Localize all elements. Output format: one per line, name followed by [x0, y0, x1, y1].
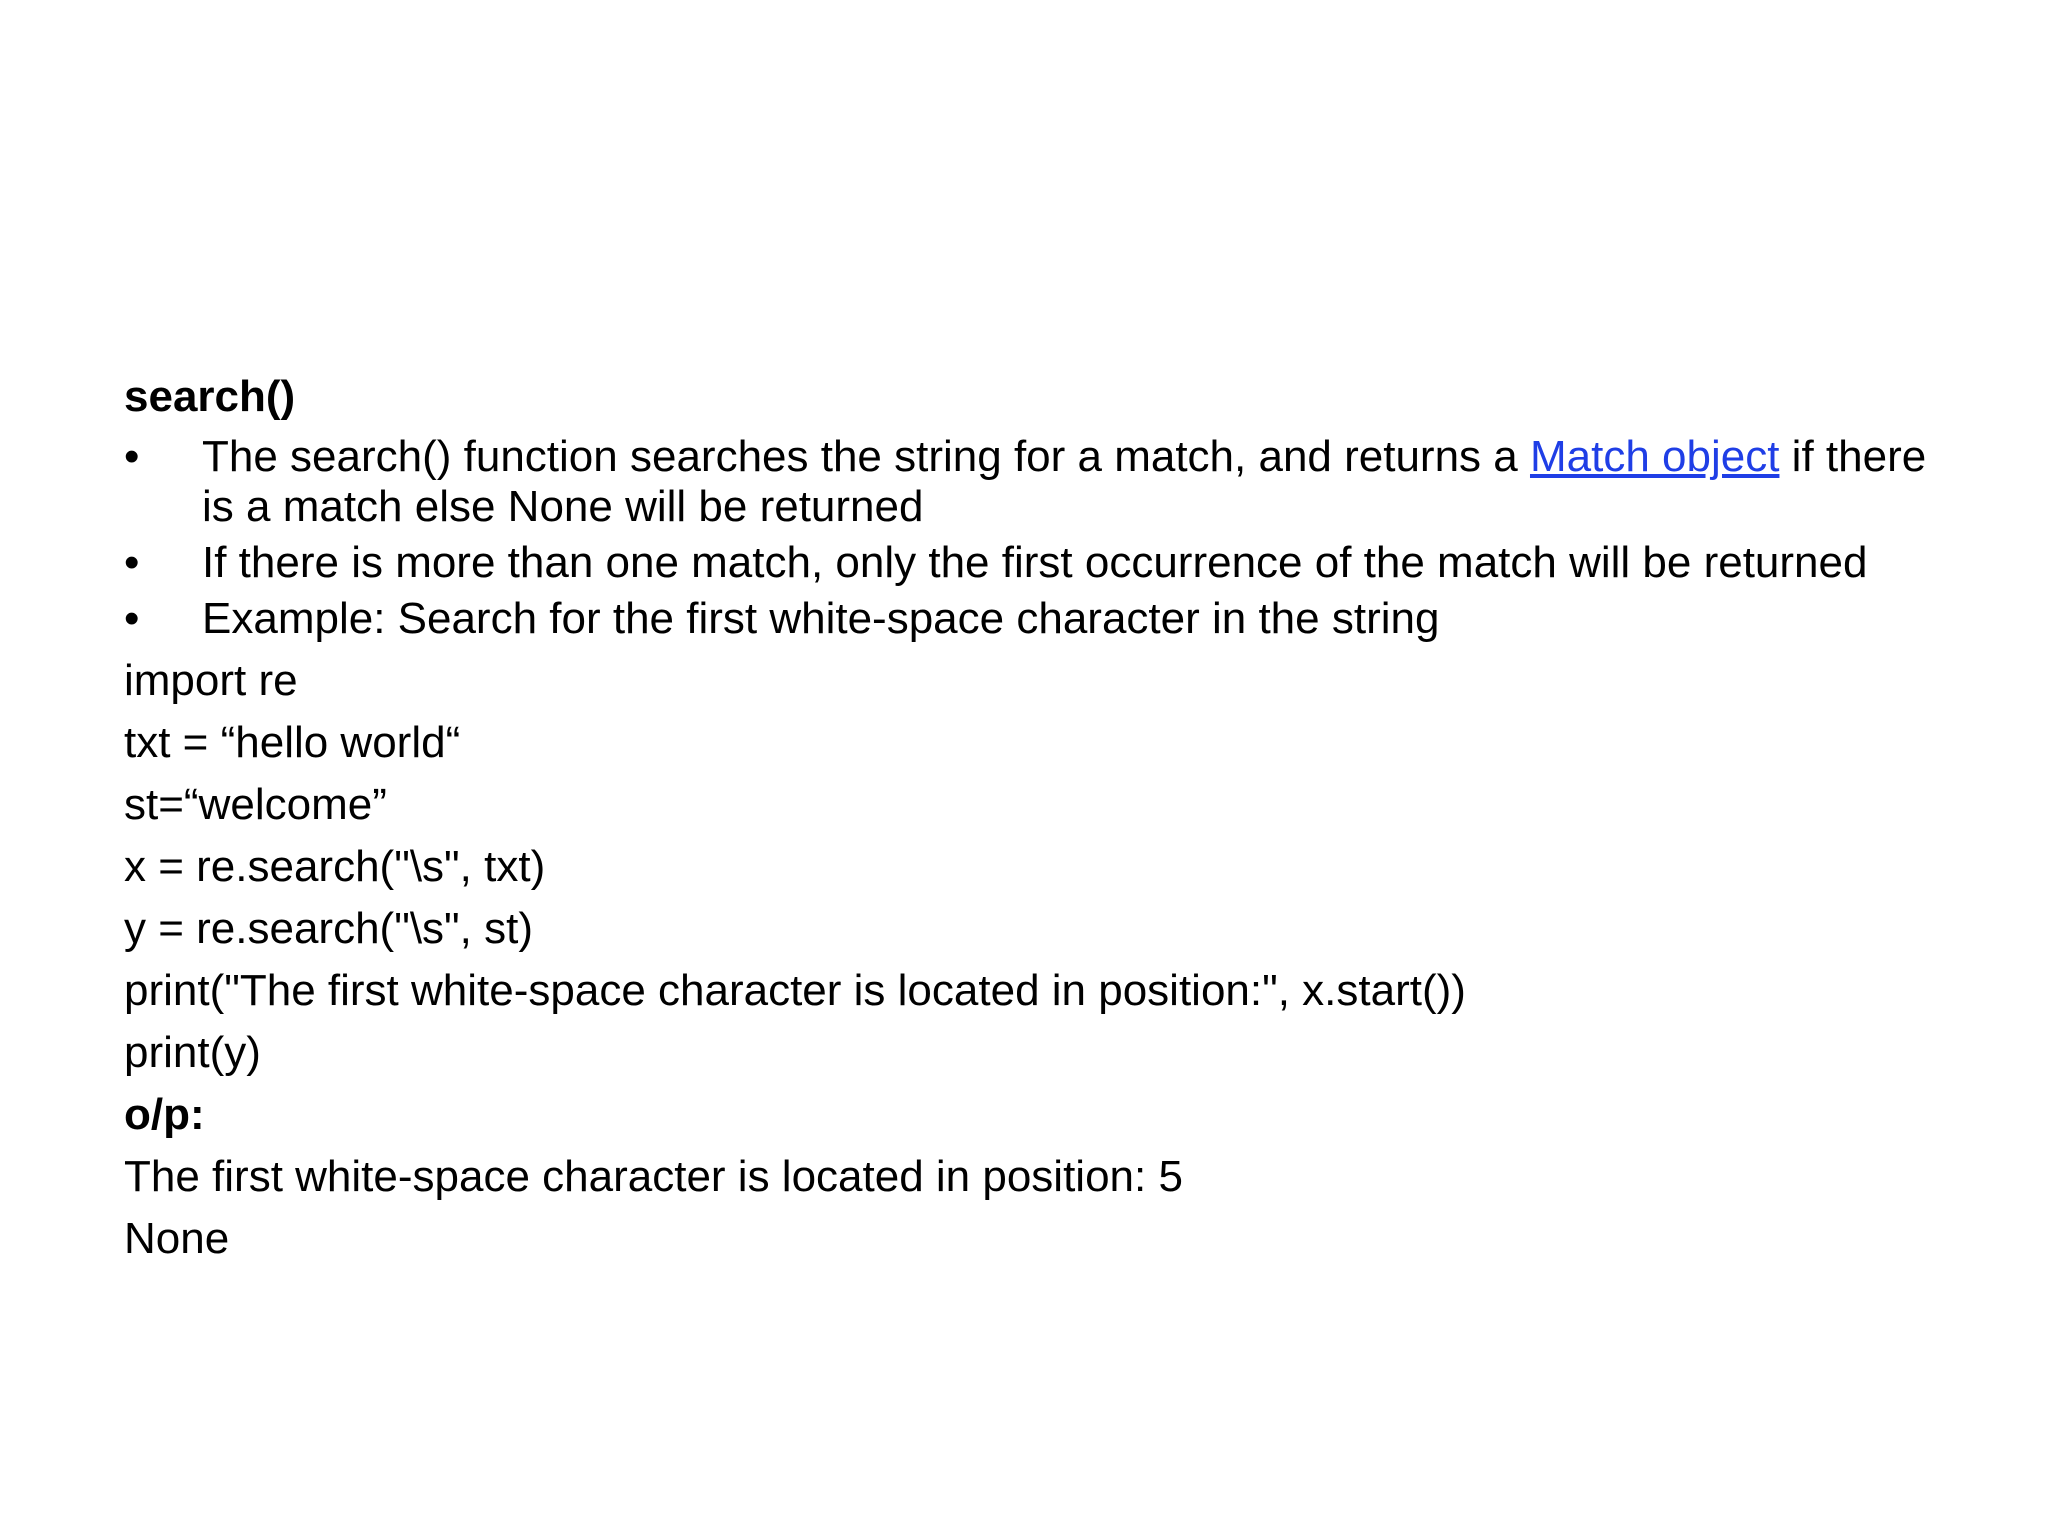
output-line: None [124, 1214, 230, 1263]
bullet-item [124, 432, 1964, 532]
bullet-list [124, 432, 1964, 644]
bullet-icon: • [124, 432, 140, 481]
code-line: print(y) [124, 1028, 261, 1077]
code-line: y = re.search("\s", st) [124, 904, 533, 953]
bullet-item [124, 594, 1964, 644]
bullet-icon: • [124, 594, 140, 643]
bullet-text: if there is a match else None will be returned [202, 432, 1927, 531]
bullet-text: Example: Search for the first white-space character in the string [202, 594, 1440, 643]
slide-content [124, 366, 1964, 1270]
slide-heading: search() [124, 372, 296, 421]
code-line: import re [124, 656, 298, 705]
bullet-text: The search() function searches the string for a match, and returns a [202, 432, 1530, 481]
code-line: st=“welcome” [124, 780, 387, 829]
bullet-text: If there is more than one match, only the first occurrence of the match will be returned [202, 538, 1868, 587]
match-object-link[interactable]: Match object [1529, 432, 1780, 481]
bullet-icon: • [124, 538, 140, 587]
output-line: The first white-space character is located in position: 5 [124, 1152, 1183, 1201]
bullet-item [124, 538, 1964, 588]
output-label: o/p: [124, 1090, 205, 1139]
code-line: print("The first white-space character is located in position:", x.start()) [124, 966, 1466, 1015]
code-line: txt = “hello world“ [124, 718, 461, 767]
code-line: x = re.search("\s", txt) [124, 842, 546, 891]
